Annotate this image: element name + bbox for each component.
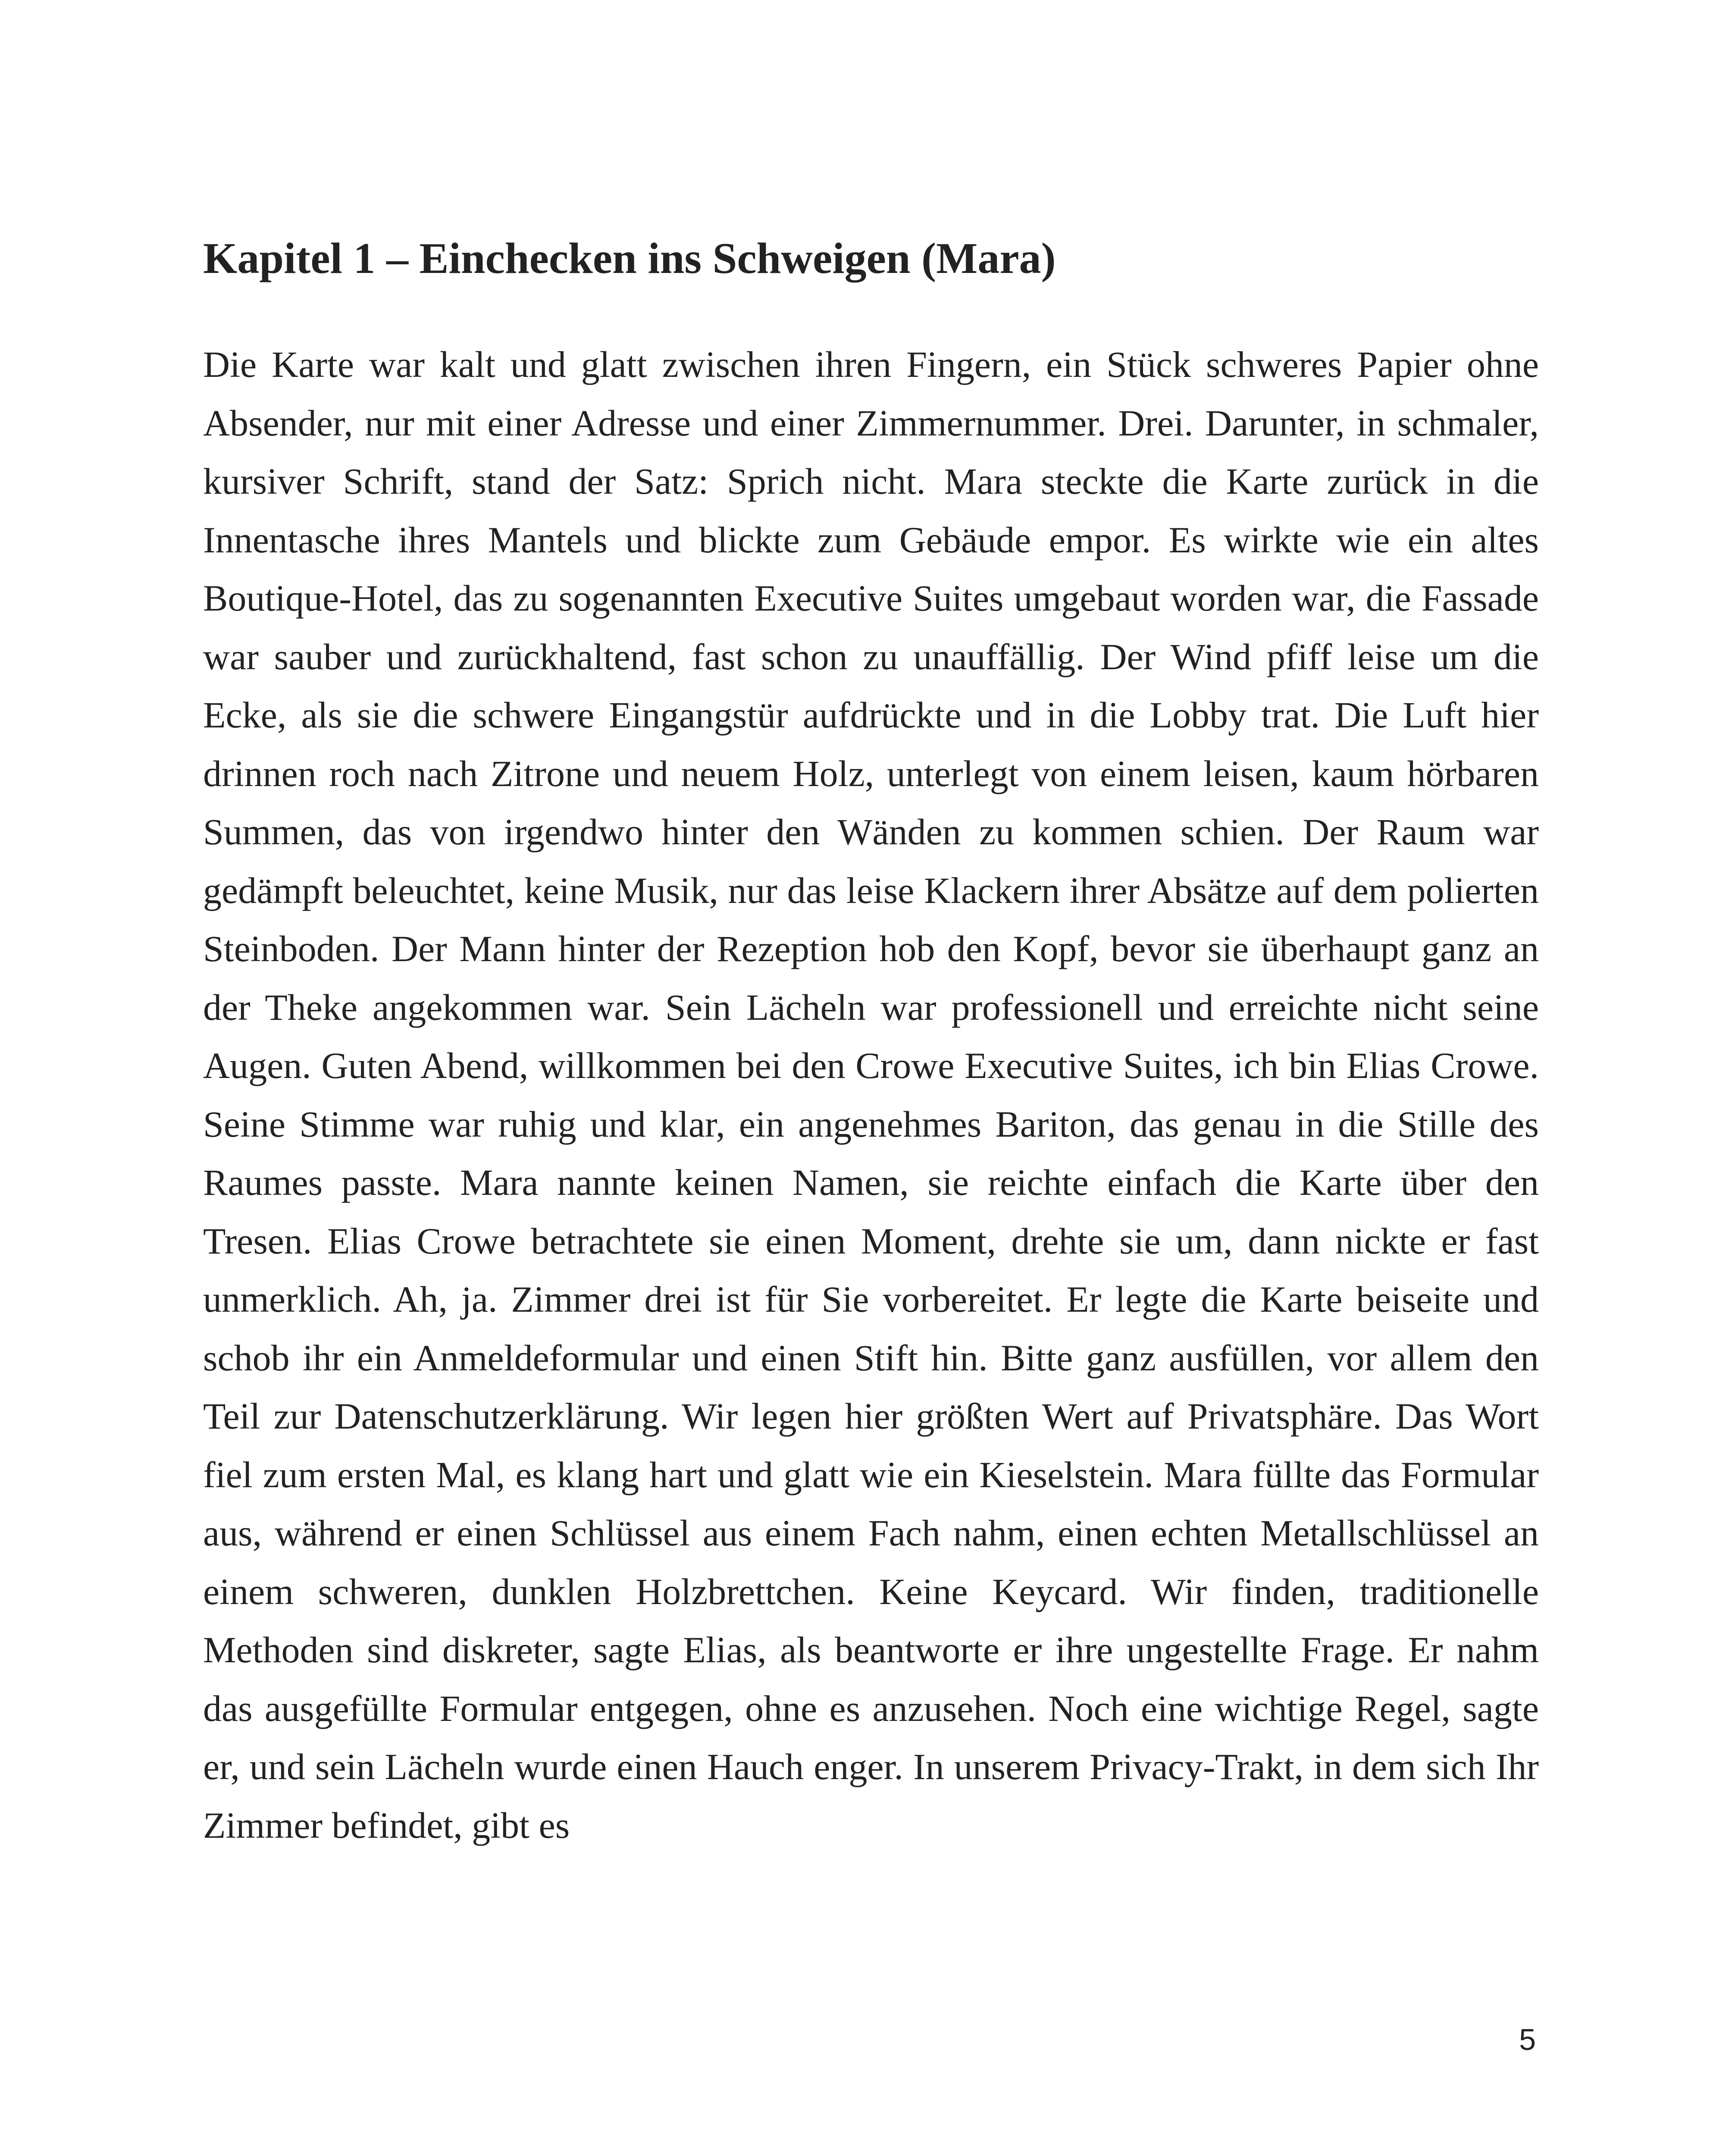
chapter-title: Kapitel 1 – Einchecken ins Schweigen (Mara) bbox=[203, 234, 1056, 283]
body-paragraph: Die Karte war kalt und glatt zwischen ihren Fingern, ein Stück schweres Papier ohne Absender, nur mit einer Adresse und einer Zimmernummer. Drei. Darunter, in schmaler, kursiver Schrift, stand der Satz: Sprich nicht. Mara steckte die Karte zurück in die Innentasche ihres Mantels und blickte zum Gebäude empor. Es wirkte wie ein altes Boutique-Hotel, das zu sogenannten Executive Suites umgebaut worden war, die Fassade war sauber und zurückhaltend, fast schon zu unauffällig. Der Wind pfiff leise um die Ecke, als sie die schwere Eingangstür aufdrückte und in die Lobby trat. Die Luft hier drinnen roch nach Zitrone und neuem Holz, unterlegt von einem leisen, kaum hörbaren Summen, das von irgendwo hinter den Wänden zu kommen schien. Der Raum war gedämpft beleuchtet, keine Musik, nur das leise Klackern ihrer Absätze auf dem polierten Steinboden. Der Mann hinter der Rezeption hob den Kopf, bevor sie überhaupt ganz an der Theke angekommen war. Sein Lächeln war professionell und erreichte nicht seine Augen. Guten Abend, willkommen bei den Crowe Executive Suites, ich bin Elias Crowe. Seine Stimme war ruhig und klar, ein angenehmes Bariton, das genau in die Stille des Raumes passte. Mara nannte keinen Namen, sie reichte einfach die Karte über den Tresen. Elias Crowe betrachtete sie einen Moment, drehte sie um, dann nickte er fast unmerklich. Ah, ja. Zimmer drei ist für Sie vorbereitet. Er legte die Karte beiseite und schob ihr ein Anmeldeformular und einen Stift hin. Bitte ganz ausfüllen, vor allem den Teil zur Datenschutzerklärung. Wir legen hier größten Wert auf Privatsphäre. Das Wort fiel zum ersten Mal, es klang hart und glatt wie ein Kieselstein. Mara füllte das Formular aus, während er einen Schlüssel aus einem Fach nahm, einen echten Metallschlüssel an einem schweren, dunklen Holzbrettchen. Keine Keycard. Wir finden, traditionelle Methoden sind diskreter, sagte Elias, als beantworte er ihre ungestellte Frage. Er nahm das ausgefüllte Formular entgegen, ohne es anzusehen. Noch eine wichtige Regel, sagte er, und sein Lächeln wurde einen Hauch enger. In unserem Privacy-Trakt, in dem sich Ihr Zimmer befindet, gibt es bbox=[203, 344, 1539, 1846]
page-number: 5 bbox=[1519, 2023, 1536, 2056]
